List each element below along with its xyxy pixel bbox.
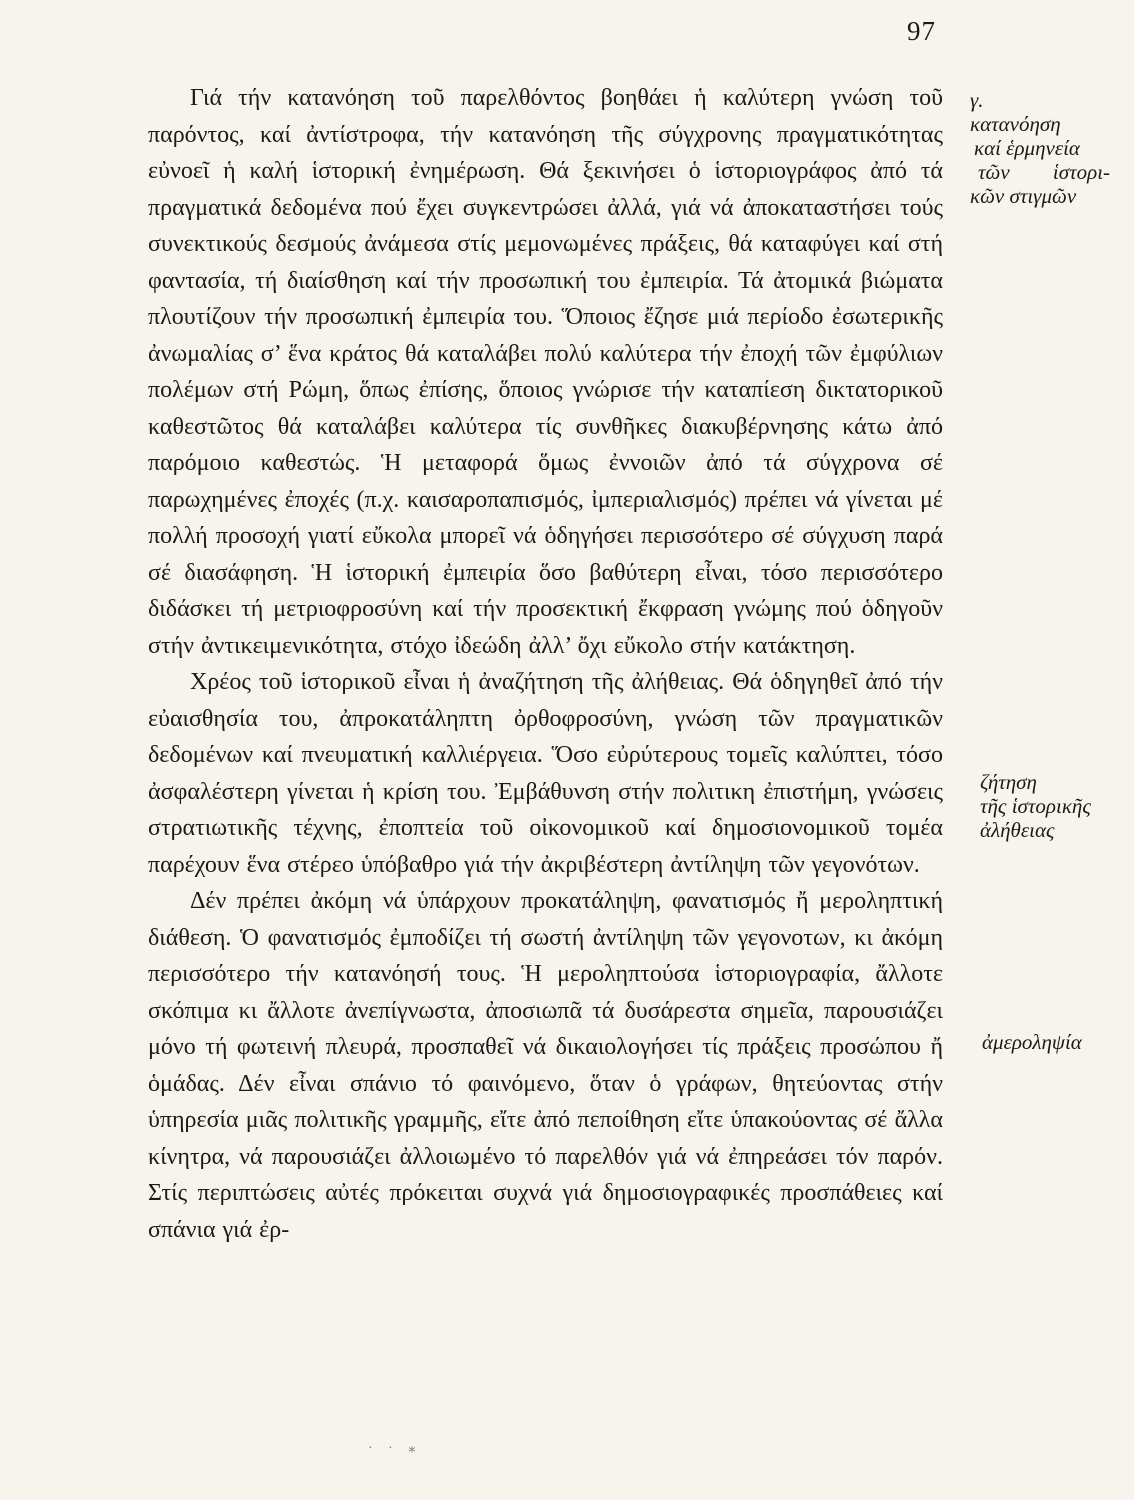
margin-note-line: τῶν ἱστορι- [978,160,1111,184]
margin-note-line: ἀλήθειας [980,818,1055,842]
print-specks: · · ⁎ [368,1441,422,1456]
paragraph-historical-understanding: Γιά τήν κατανόηση τοῦ παρελθόντος βοηθάει ἡ καλύτερη γνώση τοῦ παρόντος, καί ἀντίστροφα, τήν κατανόηση τῆς σύγχρονης πραγματικότητας εὐνοεῖ ἡ καλή ἱστορική ἐνημέρωση. Θά ξεκινήσει ὁ ἱστοριογράφος ἀπό τά πραγματικά δεδομένα πού ἔχει συγκεντρώσει ἀλλά, γιά νά ἀποκαταστήσει τούς συνεκτικούς δεσμούς ἀνάμεσα στίς μεμονωμένες πράξεις, θά καταφύγει καί στή φαντασία, τή διαίσθηση καί τήν προσωπική του ἐμπειρία. Τά ἀτομικά βιώματα πλουτίζουν τήν προσωπική ἐμπειρία του. Ὅποιος ἔζησε μιά περίοδο ἐσωτερικῆς ἀνωμαλίας σ’ ἕνα κράτος θά καταλάβει πολύ καλύτερα τήν ἐποχή τῶν ἐμφύλιων πολέμων στή Ρώμη, ὅπως ἐπίσης, ὅποιος γνώρισε τήν καταπίεση δικτατορικοῦ καθεστῶτος θά καταλάβει καλύτερα τίς συνθῆκες διακυβέρνησης κάτω ἀπό παρόμοιο καθεστώς. Ἡ μεταφορά ὅμως ἐννοιῶν ἀπό τά σύγχρονα σέ παρωχημένες ἐποχές (π.χ. καισαροπαπισμός, ἰμπεριαλισμός) πρέπει νά γίνεται μέ πολλή προσοχή γιατί εὔκολα μπορεῖ νά ὁδηγήσει περισσότερο σέ σύγχυση παρά σέ διασάφηση. Ἡ ἱστορική ἐμπειρία ὅσο βαθύτερη εἶναι, τόσο περισσότερο διδάσκει τή μετριοφροσύνη καί τήν προσεκτική ἔκφραση γνώμης πού ὁδηγοῦν στήν ἀντικειμενικότητα, στόχο ἰδεώδη ἀλλ’ ὄχι εὔκολο στήν κατάκτηση. [148,85,943,659]
paragraph-impartiality: Δέν πρέπει ἀκόμη νά ὑπάρχουν προκατάληψη, φανατισμός ἤ μεροληπτική διάθεση. Ὁ φανατισμός ἐμποδίζει τή σωστή ἀντίληψη τῶν γεγονοτων, κι ἀκόμη περισσότερο τήν κατανόησή τους. Ἡ μεροληπτούσα ἱστοριογραφία, ἄλλοτε σκόπιμα κι ἄλλοτε ἀνεπίγνωστα, ἀποσιωπᾶ τά δυσάρεστα σημεῖα, παρουσιάζει μόνο τή φωτεινή πλευρά, προσπαθεῖ νά δικαιολογήσει τίς πράξεις προσώπου ἤ ὁμάδας. Δέν εἶναι σπάνιο τό φαινόμενο, ὅταν ὁ γράφων, θητεύοντας στήν ὑπηρεσία μιᾶς πολιτικῆς γραμμῆς, εἴτε ἀπό πεποίθηση εἴτε ὑπακούοντας σέ ἄλλα κίνητρα, νά παρουσιάζει ἀλλοιωμένο τό παρελθόν γιά νά ἐπηρεάσει τόν παρόν. Στίς περιπτώσεις αὐτές πρόκειται συχνά γιά δημοσιογραφικές προσπάθειες καί σπάνια γιά ἐρ- [148,888,943,1243]
margin-note-truth [980,770,1130,842]
page-number: 97 [907,16,936,46]
main-text-column [148,80,943,1248]
margin-note-line: ζήτηση [980,770,1037,794]
paragraph-search-for-truth: Χρέος τοῦ ἱστορικοῦ εἶναι ἡ ἀναζήτηση τῆς ἀλήθειας. Θά ὁδηγηθεῖ ἀπό τήν εὐαισθησία του, ἀπροκατάληπτη ὀρθοφροσύνη, γνώση τῶν πραγματικῶν δεδομένων καί πνευματική καλλιέργεια. Ὅσο εὐρύτερους τομεῖς καλύπτει, τόσο ἀσφαλέστερη γίνεται ἡ κρίση του. Ἐμβάθυνση στήν πολιτικη ἐπιστήμη, γνώσεις στρατιωτικῆς τέχνης, ἐποπτεία τοῦ οἰκονομικοῦ καί δημοσιονομικοῦ τομέα παρέχουν ἕνα στέρεο ὑπόβαθρο γιά τήν ἀκριβέστερη ἀντίληψη τῶν γεγονότων. [148,669,943,878]
margin-note-understanding [970,88,1120,208]
margin-note-line: καί ἑρμηνεία [974,136,1080,160]
margin-note-line: κῶν στιγμῶν [970,184,1077,208]
margin-note-line: γ. [970,88,984,112]
margin-note-line: κατανόηση [970,112,1061,136]
margin-note-line: τῆς ἱστορικῆς [980,794,1091,818]
margin-note-impartiality: ἀμεροληψία [982,1030,1082,1054]
